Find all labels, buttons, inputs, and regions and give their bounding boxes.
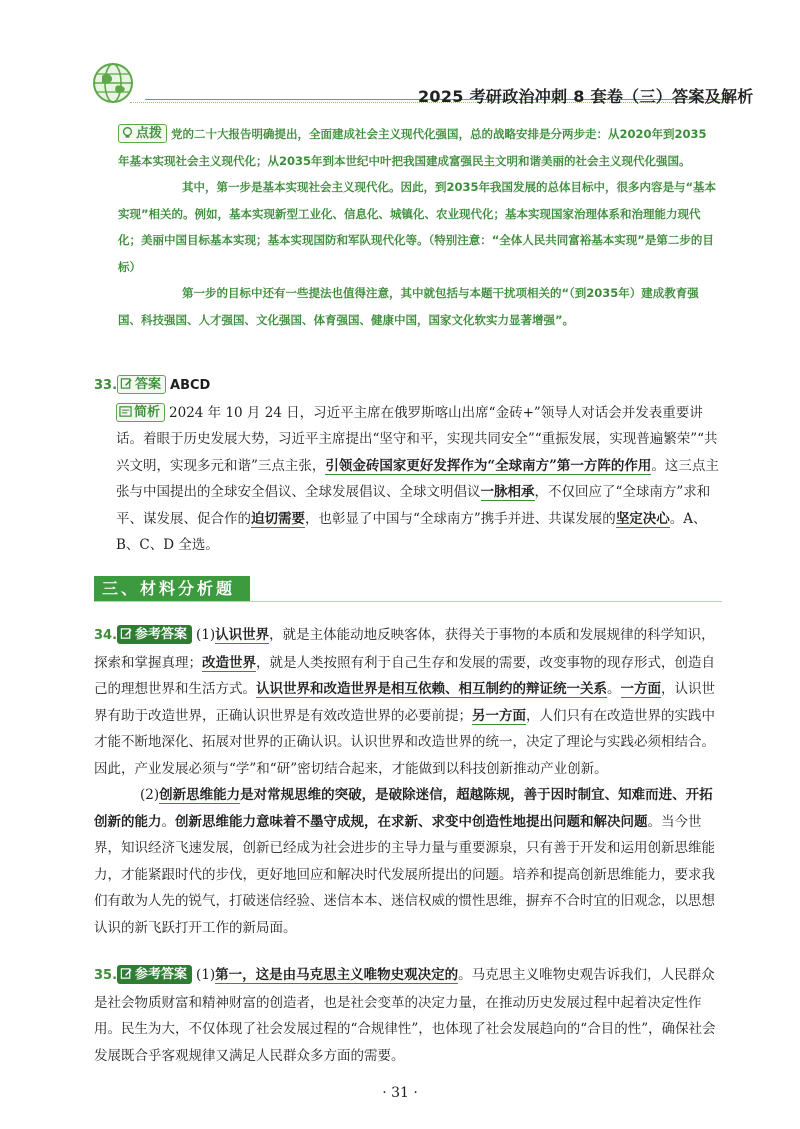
pencil-icon [120, 627, 133, 640]
tip-label: 点拨 [118, 124, 167, 143]
analysis-icon [119, 405, 132, 418]
page-number: · 31 · [382, 1085, 418, 1101]
question-33 [94, 372, 722, 559]
q34-part-2: (2)创新思维能力是对常规思维的突破，是破除迷信，超越陈规，善于因时制宜、知难而进、开拓创新的能力。创新思维能力意味着不墨守成规，在求新、求变中创造性地提出问题和解决问题。当今世界，知识经济飞速发展，创新已经成为社会进步的主导力量与重要源泉，只有善于开发和运用创新思维能力，才能紧跟时代的步伐，更好地回应和解决时代发展所提出的问题。培养和提高创新思维能力，要求我们有敢为人先的锐气，打破迷信经验、迷信本本、迷信权威的惯性思维，摒弃不合时宜的旧观念，以思想认识的新飞跃打开工作的新局面。 [94, 787, 715, 936]
q33-analysis-tag: 简析 [116, 403, 165, 422]
section-rule [94, 601, 722, 602]
tip-paragraph-1: 点拨 党的二十大报告明确提出，全面建成社会主义现代化强国，总的战略安排是分两步走：从2020年到2035年基本实现社会主义现代化；从2035年到本世纪中叶把我国建成富强民主文明和谐美丽的社会主义现代化强国。 [118, 126, 707, 168]
pencil-icon [120, 377, 133, 390]
q35-answer-tag: 参考答案 [117, 965, 192, 984]
tip-paragraph-3: 第一步的目标中还有一些提法也值得注意，其中就包括与本题干扰项相关的“（到2035年）建成教育强国、科技强国、人才强国、文化强国、体育强国、健康中国，国家文化软实力显著增强”。 [118, 286, 699, 327]
q33-number: 33. [94, 378, 118, 393]
q33-answer-line [94, 372, 722, 400]
q35-part-1: 35. 参考答案 (1)第一，这是由马克思主义唯物史观决定的。马克思主义唯物史观告诉我们，人民群众是社会物质财富和精神财富的创造者，也是社会变革的决定力量，在推动历史发展过程中起着决定性作用。民生为大，不仅体现了社会发展过程的“合规律性”，也体现了社会发展趋向的“合目的性”，确保社会发展既合乎客观规律又满足人民群众多方面的需要。 [94, 967, 716, 1064]
globe-logo-icon [92, 62, 134, 104]
section-heading: 三、材料分析题 [94, 576, 250, 602]
question-34 [94, 622, 722, 941]
pencil-icon [120, 967, 133, 980]
q34-part-1: 34. 参考答案 (1)认识世界，就是主体能动地反映客体，获得关于事物的本质和发展规律的科学知识，探索和掌握真理；改造世界，就是人类按照有利于自己生存和发展的需要，改变事物的现存形式，创造自己的理想世界和生活方式。认识世界和改造世界是相互依赖、相互制约的辩证统一关系。一方面，认识世界有助于改造世界，正确认识世界是有效改造世界的必要前提；另一方面，人们只有在改造世界的实践中才能不断地深化、拓展对世界的正确认识。认识世界和改造世界的统一，决定了理论与实践必须相结合。因此，产业发展必须与“学”和“研”密切结合起来，才能做到以科技创新推动产业创新。 [94, 627, 715, 777]
q33-analysis: 简析 2024 年 10 月 24 日，习近平主席在俄罗斯喀山出席“金砖+”领导人对话会并发表重要讲话。着眼于历史发展大势，习近平主席提出“坚守和平，实现共同安全”“重振发展，实现普遍繁荣”“共兴文明，实现多元和谐”三点主张，引领金砖国家更好发挥作为“全球南方”第一方阵的作用。这三点主张与中国提出的全球安全倡议、全球发展倡议、全球文明倡议一脉相承，不仅回应了“全球南方”求和平、谋发展、促合作的迫切需要，也彰显了中国与“全球南方”携手并进、共谋发展的坚定决心。A、B、C、D 全选。 [116, 404, 719, 553]
lightbulb-icon [121, 126, 134, 139]
question-35 [94, 962, 722, 1069]
tip-block [118, 121, 718, 333]
q34-answer-tag: 参考答案 [117, 625, 192, 644]
tip-paragraph-2: 其中，第一步是基本实现社会主义现代化。因此，到2035年我国发展的总体目标中，很多内容是与“基本实现”相关的。例如，基本实现新型工业化、信息化、城镇化、农业现代化；基本实现国家治理体系和治理能力现代化；美丽中国目标基本实现；基本实现国防和军队现代化等。（特别注意：“全体人民共同富裕基本实现”是第二步的目标） [118, 180, 717, 274]
q35-number: 35. [94, 968, 118, 983]
q33-answer-value: ABCD [170, 378, 211, 393]
page-header [0, 0, 800, 115]
q33-answer-tag: 答案 [117, 375, 166, 394]
q34-number: 34. [94, 628, 118, 643]
header-title: 2025 考研政治冲刺 8 套卷（三）答案及解析 [418, 87, 754, 106]
